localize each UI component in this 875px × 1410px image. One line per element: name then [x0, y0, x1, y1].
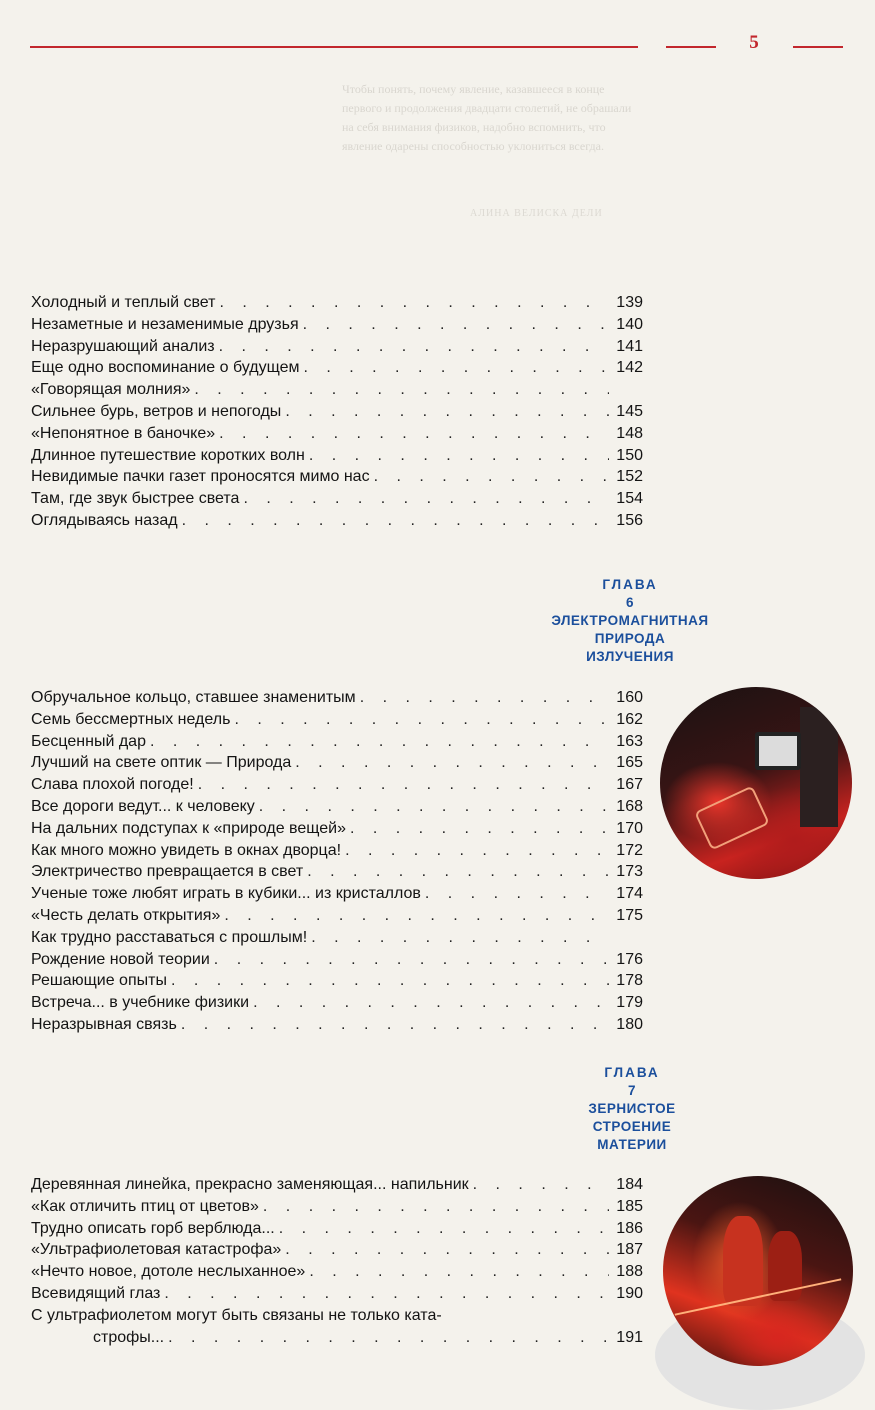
chapter-title-line: СТРОЕНИЕ — [592, 1119, 672, 1134]
toc-entry-page: 188 — [616, 1263, 643, 1281]
toc-entry-title: Холодный и теплый свет — [31, 294, 216, 311]
toc-entry-title: Все дороги ведут... к человеку — [31, 797, 255, 815]
toc-entry — [31, 1239, 643, 1261]
toc-entry-title: Как трудно расставаться с прошлым! — [31, 928, 308, 946]
toc-entry-page: 148 — [616, 424, 643, 442]
toc-entry-title: Электричество превращается в свет — [31, 863, 304, 881]
leader-dots — [305, 445, 609, 467]
toc-entry-page: 187 — [616, 1241, 643, 1259]
leader-dots — [255, 796, 609, 818]
toc-entry — [31, 774, 643, 796]
toc-entry-page: 139 — [616, 294, 643, 311]
toc-entry — [31, 927, 643, 949]
leader-dots — [275, 1218, 609, 1240]
toc-entry-title: «Говорящая молния» — [31, 381, 191, 399]
toc-entry — [31, 883, 643, 905]
toc-entry-page: 160 — [616, 689, 643, 706]
chapter-heading — [520, 576, 740, 666]
toc-entry-title: Невидимые пачки газет проносятся мимо нас — [31, 468, 370, 486]
chapter-title-line: МАТЕРИИ — [597, 1137, 667, 1152]
toc-entry-page: 178 — [616, 972, 643, 990]
toc-entry — [31, 292, 643, 314]
chapter-title-line: ЗЕРНИСТОЕ — [588, 1101, 676, 1116]
toc-entry-page: 179 — [616, 994, 643, 1012]
toc-entry-title: Еще одно воспоминание о будущем — [31, 359, 300, 377]
chapter-label: ГЛАВА — [604, 1065, 660, 1080]
toc-entry — [31, 840, 643, 862]
chapter-number: 7 — [627, 1083, 636, 1098]
toc-entry-title: Лучший на свете оптик — Природа — [31, 754, 292, 772]
leader-dots — [167, 970, 609, 992]
toc-entry-title: Решающие опыты — [31, 972, 167, 990]
toc-entry-title: На дальних подступах к «природе вещей» — [31, 819, 346, 837]
toc-entry-title: «Непонятное в баночке» — [31, 424, 216, 442]
toc-entry-page: 180 — [616, 1015, 643, 1033]
toc-entry — [31, 379, 643, 401]
leader-dots — [307, 927, 609, 949]
toc-entry — [31, 752, 643, 774]
toc-entry-title: Слава плохой погоде! — [31, 776, 194, 794]
toc-entry-page: 141 — [616, 337, 643, 355]
bleed-through-signature: АЛИНА ВЕЛИСКА ДЕЛИ — [470, 208, 603, 219]
toc-entry — [31, 861, 643, 883]
toc-entry-page: 170 — [616, 819, 643, 837]
toc-entry-title: С ультрафиолетом могут быть связаны не только ката- — [31, 1306, 442, 1324]
leader-dots — [215, 423, 609, 445]
toc-entry-title: Как много можно увидеть в окнах дворца! — [31, 841, 342, 859]
toc-entry-title: Неразрушающий анализ — [31, 337, 215, 355]
toc-entry-title: «Нечто новое, дотоле неслыханное» — [31, 1263, 306, 1281]
toc-entry-title: «Как отличить птиц от цветов» — [31, 1197, 259, 1215]
toc-entry-title: Сильнее бурь, ветров и непогоды — [31, 402, 282, 420]
toc-entry-page: 190 — [616, 1284, 643, 1302]
leader-dots — [239, 488, 609, 510]
toc-entry — [31, 401, 643, 423]
toc-entry-title: Ученые тоже любят играть в кубики... из кристаллов — [31, 885, 421, 903]
toc-entry-page: 154 — [616, 490, 643, 508]
chapter-title-line: ИЗЛУЧЕНИЯ — [586, 649, 674, 664]
leader-dots — [299, 314, 609, 336]
leader-dots — [177, 1014, 609, 1036]
toc-entry — [31, 818, 643, 840]
toc-entry-title: Деревянная линейка, прекрасно заменяющая... напильник — [31, 1176, 469, 1193]
toc-entry-page: 186 — [616, 1219, 643, 1237]
toc-entry — [31, 687, 643, 709]
leader-dots — [215, 336, 609, 358]
header-rule — [30, 46, 638, 48]
toc-entry — [31, 905, 643, 927]
header-rule — [793, 46, 843, 48]
toc-entry — [31, 445, 643, 467]
toc-entry-page: 185 — [616, 1197, 643, 1215]
toc-entry — [31, 314, 643, 336]
leader-dots — [356, 687, 609, 709]
leader-dots — [299, 357, 609, 379]
toc-entry-page: 163 — [616, 732, 643, 750]
chapter-title-line: ПРИРОДА — [594, 631, 666, 646]
toc-entry-title: «Ультрафиолетовая катастрофа» — [31, 1241, 282, 1259]
chapter-title-line: ЭЛЕКТРОМАГНИТНАЯ — [551, 613, 709, 628]
toc-entry-page: 150 — [616, 446, 643, 464]
toc-entry-title: Длинное путешествие коротких волн — [31, 446, 305, 464]
toc-entry-page: 152 — [616, 468, 643, 486]
toc-entry — [31, 1305, 643, 1349]
leader-dots — [281, 1239, 609, 1261]
chapter-heading — [522, 1064, 742, 1154]
toc-entry-title: Обручальное кольцо, ставшее знаменитым — [31, 689, 356, 706]
toc-entry-page: 176 — [616, 950, 643, 968]
leader-dots — [259, 1196, 609, 1218]
toc-entry-title-continued: строфы... — [93, 1328, 165, 1346]
leader-dots — [249, 992, 609, 1014]
toc-entry — [31, 709, 643, 731]
toc-entry — [31, 949, 643, 971]
toc-entry-title: Рождение новой теории — [31, 950, 210, 968]
leader-dots — [220, 905, 609, 927]
toc-entry — [31, 423, 643, 445]
leader-dots — [160, 1283, 609, 1305]
toc-entry-page: 191 — [616, 1328, 643, 1346]
toc-entry — [31, 510, 643, 532]
leader-dots — [281, 401, 609, 423]
toc-entry — [31, 1174, 643, 1196]
toc-entry-title: Встреча... в учебнике физики — [31, 994, 250, 1012]
chapter-illustration-photo — [663, 1176, 853, 1366]
toc-entry-page: 145 — [616, 402, 643, 420]
page-number: 5 — [749, 32, 759, 53]
toc-entry-page: 140 — [616, 315, 643, 333]
toc-entry-page: 184 — [616, 1176, 643, 1193]
toc-entry — [31, 466, 643, 488]
toc-entry-title: Там, где звук быстрее света — [31, 490, 240, 508]
toc-entry — [31, 796, 643, 818]
leader-dots — [341, 840, 609, 862]
toc-entry-page: 173 — [616, 863, 643, 881]
toc-section — [31, 292, 643, 532]
leader-dots — [146, 731, 609, 753]
toc-entry-title: «Честь делать открытия» — [31, 906, 221, 924]
toc-entry — [31, 1218, 643, 1240]
toc-entry-page: 142 — [616, 359, 643, 377]
chapter-number: 6 — [625, 595, 634, 610]
leader-dots — [215, 292, 609, 314]
leader-dots — [421, 883, 609, 905]
toc-entry — [31, 1261, 643, 1283]
toc-section — [31, 1174, 643, 1348]
leader-dots — [210, 949, 609, 971]
toc-entry — [31, 1283, 643, 1305]
toc-entry — [31, 357, 643, 379]
toc-entry-title: Всевидящий глаз — [31, 1284, 161, 1302]
leader-dots — [305, 1261, 609, 1283]
header-rule — [666, 46, 716, 48]
toc-entry-page: 172 — [616, 841, 643, 859]
toc-entry-page: 167 — [616, 776, 643, 794]
toc-entry-title: Семь бессмертных недель — [31, 710, 231, 728]
leader-dots — [346, 818, 609, 840]
leader-dots — [230, 709, 609, 731]
toc-entry-title: Неразрывная связь — [31, 1015, 177, 1033]
toc-entry-page: 168 — [616, 797, 643, 815]
toc-entry-page: 175 — [616, 906, 643, 924]
leader-dots — [370, 466, 609, 488]
leader-dots — [164, 1327, 609, 1349]
toc-entry-page: 162 — [616, 710, 643, 728]
toc-entry-title: Бесценный дар — [31, 732, 146, 750]
toc-entry — [31, 488, 643, 510]
leader-dots — [469, 1174, 609, 1196]
toc-entry-title: Незаметные и незаменимые друзья — [31, 315, 299, 333]
toc-entry-page: 156 — [616, 511, 643, 529]
leader-dots — [303, 861, 609, 883]
toc-entry — [31, 992, 643, 1014]
toc-entry — [31, 1196, 643, 1218]
toc-entry-page: 165 — [616, 754, 643, 772]
toc-entry — [31, 336, 643, 358]
toc-entry-page: 174 — [616, 885, 643, 903]
leader-dots — [291, 752, 609, 774]
chapter-illustration-photo — [660, 687, 852, 879]
leader-dots — [190, 379, 609, 401]
toc-entry-title: Оглядываясь назад — [31, 511, 178, 529]
leader-dots — [178, 510, 609, 532]
toc-entry — [31, 970, 643, 992]
chapter-label: ГЛАВА — [602, 577, 658, 592]
bleed-through-epigraph: Чтобы понять, почему явление, казавшееся в конце первого и продолжения двадцати столетий, не обрашали на себя внимания физиков, надобно вспомнить, что явление одарены способностью уклониться всегда. — [342, 82, 632, 153]
toc-section — [31, 687, 643, 1036]
leader-dots — [194, 774, 609, 796]
toc-entry-title: Трудно описать горб верблюда... — [31, 1219, 275, 1237]
toc-entry — [31, 731, 643, 753]
toc-entry — [31, 1014, 643, 1036]
